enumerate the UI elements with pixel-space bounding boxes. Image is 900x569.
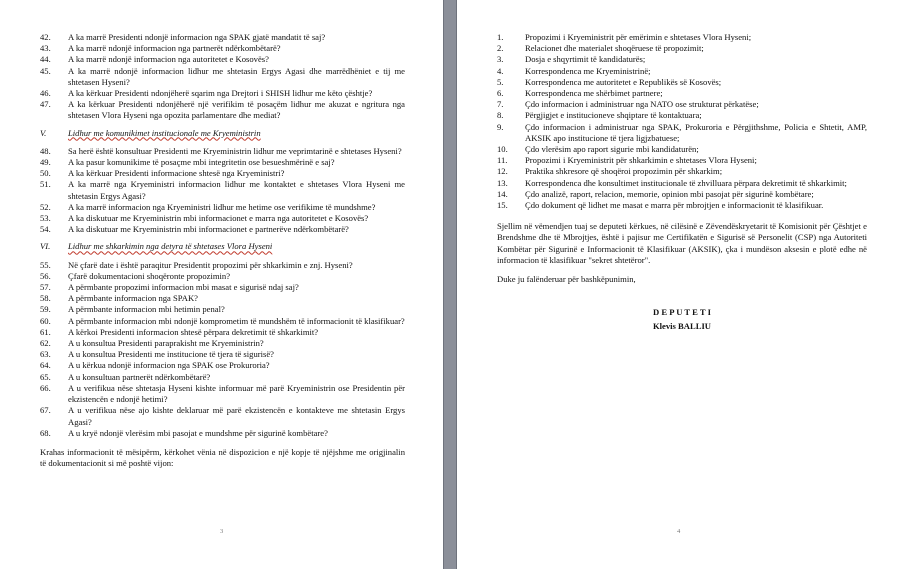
list-item [497,178,867,189]
item-text: Propozimi i Kryeministrit për shkarkimin e shtetases Vlora Hyseni; [525,155,757,166]
item-number: 7. [497,99,504,110]
item-text: A ka marrë Presidenti ndonjë informacion nga SPAK gjatë mandatit të saj? [68,32,326,42]
list-item [40,99,405,121]
item-number: 58. [40,293,51,304]
item-number: 47. [40,99,51,110]
list-item [497,32,867,43]
item-text: A ka kërkuar Presidenti informacione shtesë nga Kryeministri? [68,168,285,179]
item-number: 3. [497,54,504,65]
list-item [40,146,405,157]
item-number: 44. [40,54,51,65]
item-text: Praktika shkresore që shoqëroi propozimin për shkarkim; [525,166,723,177]
item-number: 11. [497,155,508,166]
item-text: A ka marrë ndonjë informacion nga autoritetet e Kosovës? [68,54,269,65]
item-text: Korrespondenca dhe konsultimet institucionale të zhvilluara përpara dekretimit të shkarkimit; [525,177,847,188]
item-text: Çdo informacion i administruar nga NATO ose strukturat përkatëse; [525,99,759,110]
item-text: A ka marrë ndonjë informacion lidhur me shtetasin Ergys Agasi dhe marrëdhëniet e tij me shtetasen Hyseni? [68,65,405,87]
item-text: Çdo vlerësim apo raport sigurie mbi kandidaturën; [525,144,699,155]
page-number: 3 [220,528,224,535]
question-list-b [40,146,405,236]
item-text: Çdo dokument që lidhet me masat e marra për mbrojtjen e informacionit të klasifikuar. [525,200,824,211]
item-number: 6. [497,88,504,99]
signature-name: Klevis BALLIU [652,321,712,332]
list-item [40,260,405,271]
item-number: 62. [40,338,51,349]
item-number: 52. [40,201,51,212]
item-text: A u verifikua nëse ajo kishte deklaruar më parë ekzistencën e kontakteve me shtetasin Ergys Agasi? [68,405,405,427]
section-v-heading [40,128,405,139]
list-item [40,43,405,54]
list-item [497,43,867,54]
item-number: 14. [497,188,508,199]
item-text: Në çfarë date i është paraqitur Presidentit propozimi për shkarkimin e znj. Hyseni? [68,259,353,270]
question-list-a [40,32,405,122]
signature-title: D E P U T E T I [653,307,711,318]
list-item [497,144,867,155]
thanks-line: Duke ju falënderuar për bashkëpunimin, [497,274,636,285]
list-item [40,349,405,360]
item-number: 2. [497,43,504,54]
item-number: 56. [40,270,51,281]
page-4-content [497,32,867,333]
closing-paragraph: Krahas informacionit të mësipërm, kërkohet vënia në dispozicion e një kopje të njëjshme me origjinalin të dokumentacionit si më poshtë vijon: [40,446,405,469]
list-item [40,338,405,349]
item-number: 48. [40,145,51,156]
page-number: 4 [677,528,681,535]
list-item [40,327,405,338]
list-item [40,428,405,439]
item-text: Përgjigjet e institucioneve shqiptare të kontaktuara; [525,110,702,121]
item-number: 15. [497,200,508,211]
item-number: 46. [40,88,51,99]
list-item [40,157,405,168]
list-item [40,54,405,65]
item-number: 66. [40,382,51,393]
item-number: 43. [40,43,51,54]
list-item [40,224,405,235]
page-gutter [443,0,457,569]
list-item [497,110,867,121]
item-number: 67. [40,405,51,416]
section-number: VI. [40,241,51,252]
item-number: 65. [40,371,51,382]
item-number: 59. [40,304,51,315]
item-number: 13. [497,177,508,188]
list-item [40,271,405,282]
item-number: 51. [40,179,51,190]
list-item [497,200,867,211]
item-text: Sa herë është konsultuar Presidenti me Kryeministrin lidhur me veprimtarinë e shtetases Hyseni? [68,145,402,156]
item-text: Korrespondenca me Kryeministrinë; [525,65,651,76]
item-number: 64. [40,360,51,371]
item-text: Dosja e shqyrtimit të kandidaturës; [525,54,646,65]
list-item [497,77,867,88]
item-text: Korrespondenca me shërbimet partnere; [525,88,663,99]
item-text: A ka kërkuar Presidenti ndonjëherë një verifikim të posaçëm lidhur me akuzat e ngritura nga shtetasen Vlora Hyseni nga opozita parlamentare dhe mediat? [68,99,405,121]
list-item [40,405,405,427]
list-item [497,155,867,166]
item-text: A përmbante propozimi informacion mbi masat e sigurisë ndaj saj? [68,282,299,293]
list-item [497,54,867,65]
document-list [497,32,867,211]
item-number: 1. [497,32,504,42]
list-item [40,168,405,179]
list-item [497,88,867,99]
item-text: A ka marrë informacion nga Kryeministri lidhur me hetime ose verifikime të mundshme? [68,201,376,212]
list-item [40,372,405,383]
item-number: 5. [497,76,504,87]
item-number: 61. [40,326,51,337]
item-text: A përmbante informacion nga SPAK? [68,293,198,304]
item-text: A ka kërkuar Presidenti ndonjëherë sqarim nga Drejtori i SHISH lidhur me këto çështje? [68,88,373,99]
section-vi-heading [40,241,405,252]
item-text: A u kryë ndonjë vlerësim mbi pasojat e mundshme për sigurinë kombëtare? [68,427,328,438]
list-item [40,316,405,327]
item-number: 9. [497,121,504,132]
item-text: Propozimi i Kryeministrit për emërimin e shtetases Vlora Hyseni; [525,32,752,42]
item-text: A përmbante informacion mbi ndonjë komprometim të mundshëm të informacionit të klasifikuar? [68,315,405,326]
item-text: A përmbante informacion mbi hetimin penal? [68,304,225,315]
item-text: A u konsultua Presidenti me institucione të tjera të sigurisë? [68,349,274,360]
list-item [497,99,867,110]
list-item [40,213,405,224]
list-item [497,189,867,200]
section-number: V. [40,127,47,138]
item-text: Çdo informacion i administruar nga SPAK, Prokuroria e Përgjithshme, Policia e Shtetit, AMP, AKSIK apo institucione të tjera ligjzbatuese; [525,121,867,143]
list-item [40,88,405,99]
item-text: A ka marrë nga Kryeministri informacion lidhur me kontaktet e shtetases Vlora Hyseni me shtetasin Ergys Agasi? [68,179,405,201]
list-item [40,202,405,213]
item-text: Çdo analizë, raport, relacion, memorie, opinion mbi pasojat për sigurinë kombëtare; [525,188,814,199]
list-item [40,32,405,43]
list-item [40,293,405,304]
page-3 [0,0,443,569]
item-number: 12. [497,166,508,177]
list-item [40,383,405,405]
item-text: A u konsultuan partnerët ndërkombëtarë? [68,371,211,382]
item-text: Çfarë dokumentacioni shoqëronte propozimin? [68,270,231,281]
item-number: 50. [40,168,51,179]
item-number: 63. [40,349,51,360]
item-text: A kërkoi Presidenti informacion shtesë përpara dekretimit të shkarkimit? [68,326,319,337]
list-item [40,179,405,201]
list-item [497,66,867,77]
item-number: 45. [40,65,51,76]
item-number: 49. [40,157,51,168]
list-item [40,360,405,371]
security-paragraph: Sjellim në vëmendjen tuaj se deputeti kërkues, në cilësinë e Zëvendëskryetarit të Komisionit për Çështjet e Brendshme dhe të Mbrojtjes, është i pajisur me Certifikatën e Sigurisë së Personelit (CSP) nga Autoriteti Kombëtar për Sigurinë e Informacionit të Klasifikuar (AKSIK), çka i mundëson aksesin e plotë edhe në informacion të klasifikuar "sekret shtetëror". [497,221,867,265]
section-title: Lidhur me komunikimet institucionale me Kryeministrin [68,127,261,138]
item-text: A ka marrë ndonjë informacion nga partnerët ndërkombëtarë? [68,43,281,54]
item-text: A ka pasur komunikime të posaçme mbi integritetin ose besueshmërinë e saj? [68,157,335,168]
item-number: 68. [40,427,51,438]
item-text: A u verifikua nëse shtetasja Hyseni kishte informuar më parë Kryeministrin ose Presidentin për ekzistencën e ndonjë hetimi? [68,382,405,405]
item-text: A u konsultua Presidenti paraprakisht me Kryeministrin? [68,338,264,349]
item-number: 55. [40,259,51,270]
question-list-c [40,260,405,439]
item-number: 60. [40,315,51,326]
item-number: 54. [40,224,51,235]
page-4 [457,0,900,569]
item-number: 10. [497,144,508,155]
item-number: 4. [497,65,504,76]
page-3-content [40,32,405,469]
section-title: Lidhur me shkarkimin nga detyra të shtetases Vlora Hyseni [68,241,273,252]
item-text: A ka diskutuar me Kryeministrin mbi informacionet e partnerëve ndërkombëtarë? [68,224,349,235]
list-item [40,66,405,88]
item-number: 53. [40,213,51,224]
list-item [40,304,405,315]
item-number: 42. [40,32,51,42]
item-text: A u kërkua ndonjë informacion nga SPAK ose Prokuroria? [68,360,270,371]
list-item [497,122,867,144]
item-number: 8. [497,110,504,121]
item-text: A ka diskutuar me Kryeministrin mbi informacionet e marra nga autoritetet e Kosovës? [68,213,369,224]
list-item [40,282,405,293]
item-text: Relacionet dhe materialet shoqëruese të propozimit; [525,43,704,54]
item-text: Korrespondenca me autoritetet e Republikës së Kosovës; [525,76,722,87]
list-item [497,166,867,177]
item-number: 57. [40,282,51,293]
